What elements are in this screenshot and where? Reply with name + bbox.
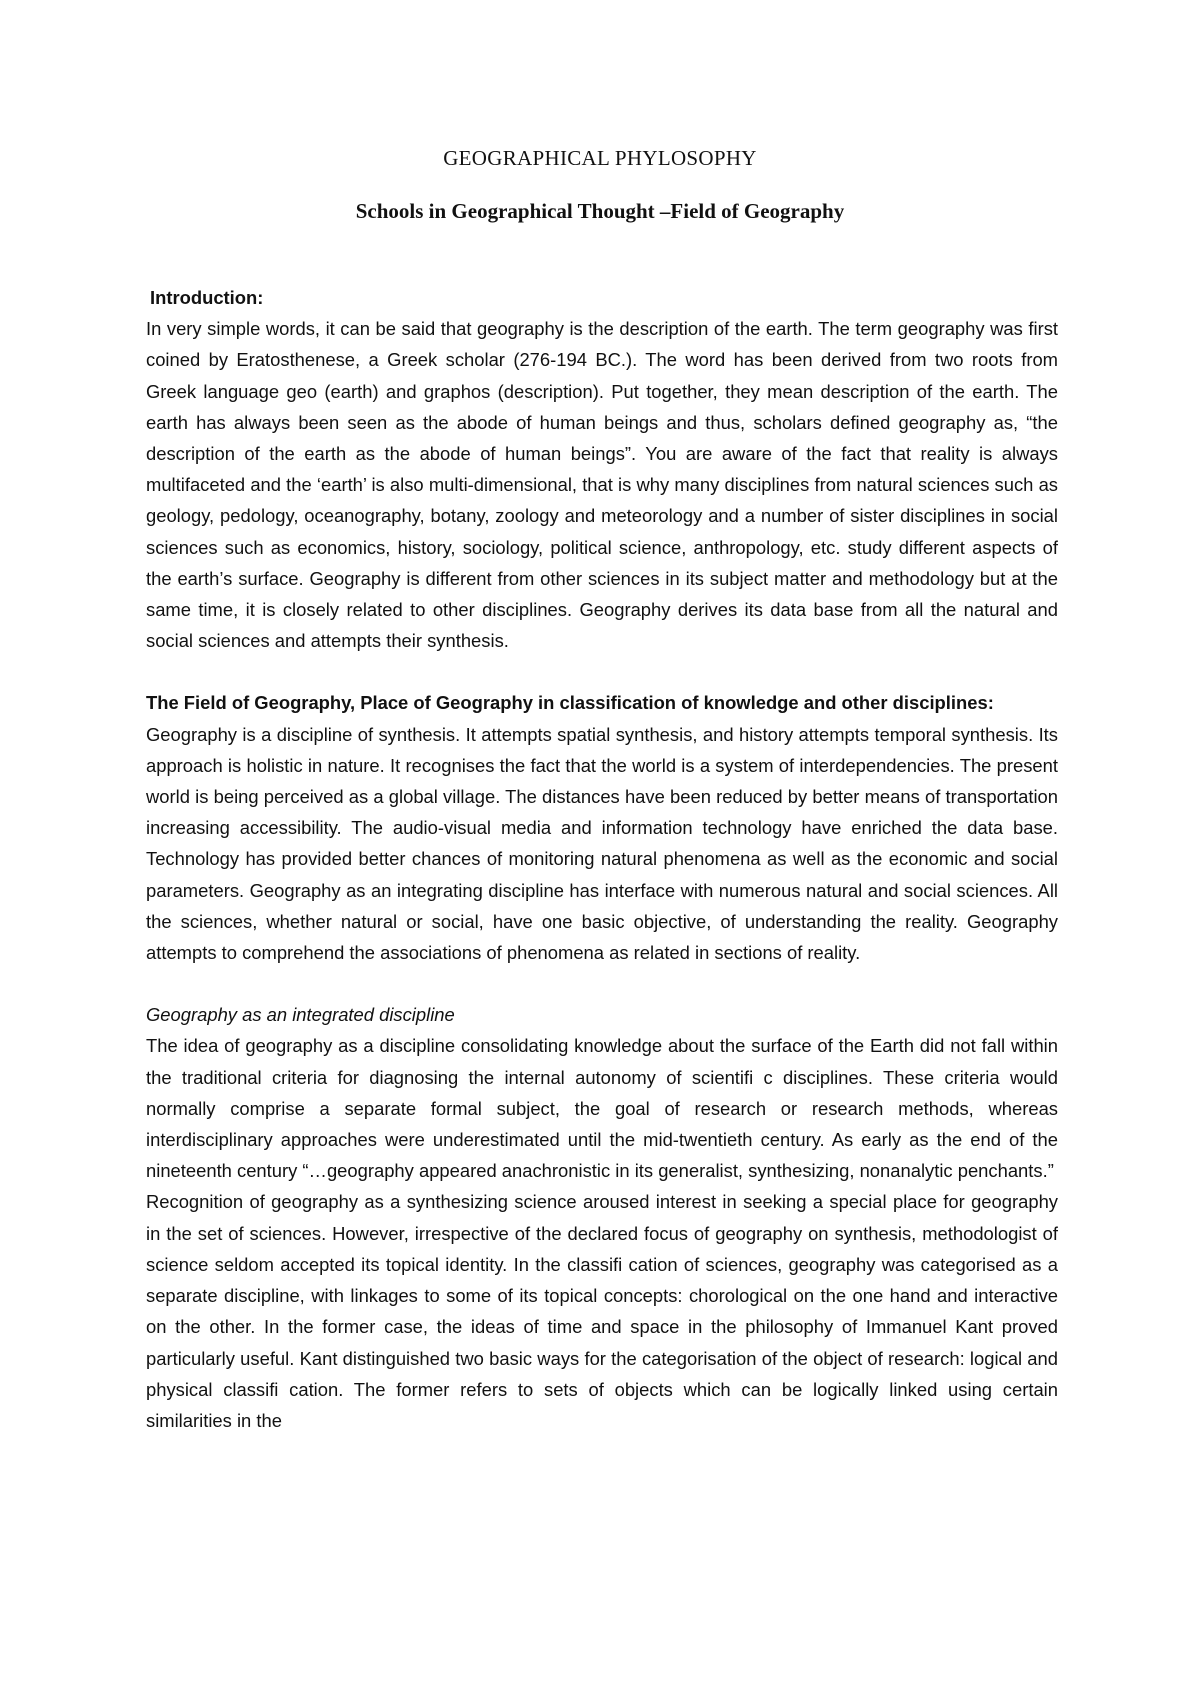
section-heading: The Field of Geography, Place of Geography in classification of knowledge and other disciplines: <box>146 692 994 714</box>
section-integrated-discipline <box>146 999 1058 1436</box>
section-field-of-geography <box>146 687 1058 968</box>
paragraph: The idea of geography as a discipline consolidating knowledge about the surface of the Earth did not fall within the traditional criteria for diagnosing the internal autonomy of scientifi c disciplines. These criteria would normally comprise a separate formal subject, the goal of research or research methods, whereas interdisciplinary approaches were underestimated until the mid-twentieth century. As early as the end of the nineteenth century “…geography appeared anachronistic in its generalist, synthesizing, nonanalytic penchants.” <box>146 1035 1058 1182</box>
document-subtitle: Schools in Geographical Thought –Field of Geography <box>355 199 845 223</box>
section-introduction <box>146 282 1058 656</box>
document-title: GEOGRAPHICAL PHYLOSOPHY <box>443 146 757 170</box>
paragraph: In very simple words, it can be said that geography is the description of the earth. The term geography was first coined by Eratosthenese, a Greek scholar (276-194 BC.). The word has been derived from two roots from Greek language geo (earth) and graphos (description). Put together, they mean description of the earth. The earth has always been seen as the abode of human beings and thus, scholars defined geography as, “the description of the earth as the abode of human beings”. You are aware of the fact that reality is always multifaceted and the ‘earth’ is also multi-dimensional, that is why many disciplines from natural sciences such as geology, pedology, oceanography, botany, zoology and meteorology and a number of sister disciplines in social sciences such as economics, history, sociology, political science, anthropology, etc. study different aspects of the earth’s surface. Geography is different from other sciences in its subject matter and methodology but at the same time, it is closely related to other disciplines. Geography derives its data base from all the natural and social sciences and attempts their synthesis. <box>146 318 1058 652</box>
paragraph: Geography is a discipline of synthesis. It attempts spatial synthesis, and history attempts temporal synthesis. Its approach is holistic in nature. It recognises the fact that the world is a system of interdependencies. The present world is being perceived as a global village. The distances have been reduced by better means of transportation increasing accessibility. The audio-visual media and information technology have enriched the data base. Technology has provided better chances of monitoring natural phenomena as well as the economic and social parameters. Geography as an integrating discipline has interface with numerous natural and social sciences. All the sciences, whether natural or social, have one basic objective, of understanding the reality. Geography attempts to comprehend the associations of phenomena as related in sections of reality. <box>146 723 1058 964</box>
document-body <box>146 282 1058 1467</box>
section-heading: Geography as an integrated discipline <box>146 1004 455 1026</box>
section-heading: Introduction: <box>150 287 264 308</box>
paragraph: Recognition of geography as a synthesizing science aroused interest in seeking a special place for geography in the set of sciences. However, irrespective of the declared focus of geography on synthesis, methodologist of science seldom accepted its topical identity. In the classifi cation of sciences, geography was categorised as a separate discipline, with linkages to some of its topical concepts: chorological on the one hand and interactive on the other. In the former case, the ideas of time and space in the philosophy of Immanuel Kant proved particularly useful. Kant distinguished two basic ways for the categorisation of the object of research: logical and physical classifi cation. The former refers to sets of objects which can be logically linked using certain similarities in the <box>146 1191 1058 1431</box>
